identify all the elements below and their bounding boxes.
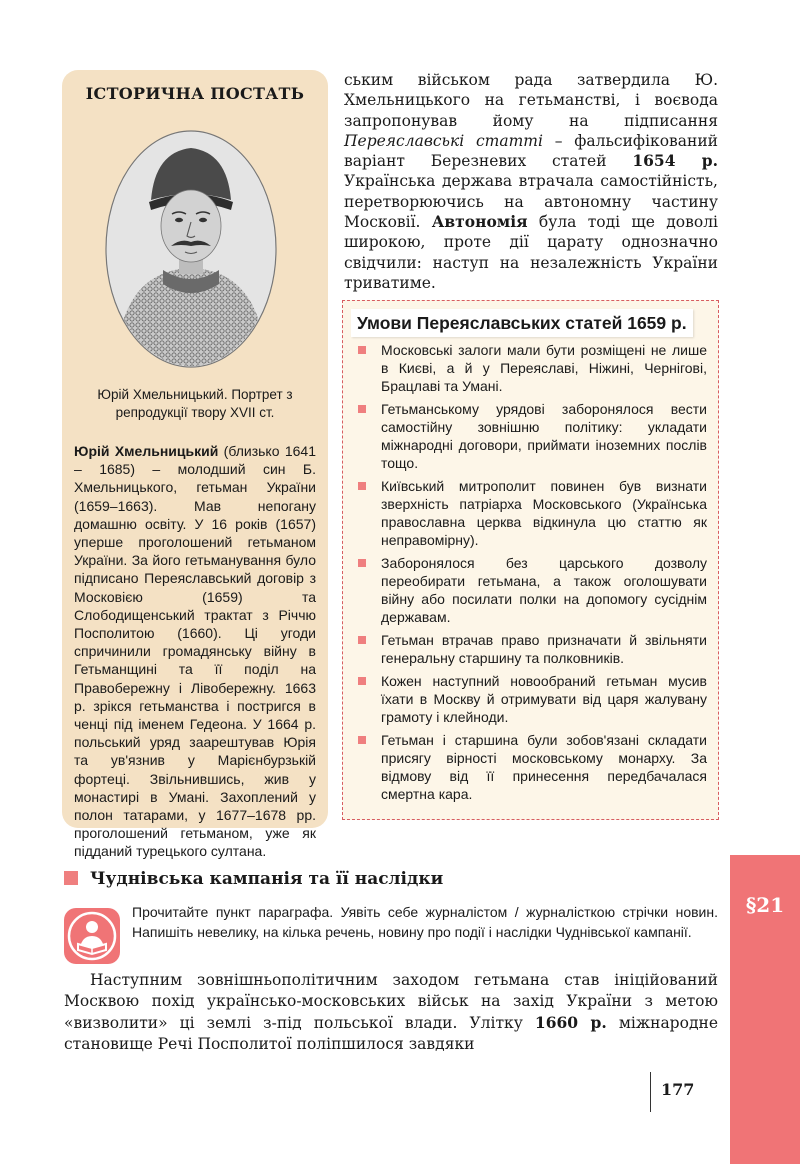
page-number-text: 177 <box>661 1080 695 1099</box>
square-bullet-icon <box>64 871 78 885</box>
list-item <box>355 554 707 626</box>
text-run: – фальсифікований варіант Березневих статей <box>344 131 719 171</box>
italic-term: Переяславські статті <box>344 131 543 150</box>
text-run: була тоді ще доволі широкою, проте дії царату однозначно свідчили: наступ на незалежність України триватиме. <box>344 213 718 292</box>
bold-year: 1660 р. <box>534 1013 607 1032</box>
text-run: міжнародне становище Речі Посполитої поліпшилося завдяки <box>64 1014 718 1053</box>
list-item-text: Кожен наступний новообраний гетьман мусив їхати в Москву й отримувати від царя жалувану грамоту і клейноди. <box>381 673 707 725</box>
list-item-text: Гетьманському урядові заборонялося вести самостійну зовнішню політику: укладати міжнародні договори, приймати іноземних послів тощо. <box>381 401 707 471</box>
task-text: Прочитайте пункт параграфа. Уявіть себе журналістом / журналісткою стрічки новин. Напишіть невелику, на кілька речень, новину про події і наслідки Чуднівської кампанії. <box>132 904 718 940</box>
list-item <box>355 672 707 726</box>
list-item-text: Заборонялося без царського дозволу переобирати гетьмана, а також оголошувати війну або посилати полки на допомогу сусіднім державам. <box>381 555 707 625</box>
text-run: Українська держава втрачала самостійність, перетворюючись на автономну частину Московії. <box>344 172 718 232</box>
list-item <box>355 341 707 395</box>
square-bullet-icon <box>358 736 366 744</box>
list-item-text: Гетьман втрачав право призначати й звільняти генеральну старшину та полковників. <box>381 632 707 666</box>
biography-name: Юрій Хмельницький <box>74 443 219 459</box>
square-bullet-icon <box>358 636 366 644</box>
section-heading <box>64 868 564 890</box>
list-item <box>355 731 707 803</box>
text-run: Наступним зовнішньополітичним заходом гетьмана став ініційований Москвою похід українсько-московських військ на захід України з метою «визволити» ці землі з-під польської влади. Улітку <box>64 971 718 1032</box>
historical-figure-panel <box>62 70 328 860</box>
square-bullet-icon <box>358 559 366 567</box>
list-item <box>355 477 707 549</box>
list-item <box>355 400 707 472</box>
list-item-text: Гетьман і старшина були зобов'язані складати присягу вірності московському монарху. За відмову від її принесення передбачалася смертна кара. <box>381 732 707 802</box>
text-run: ським військом рада затвердила Ю. Хмельницького на гетьманстві, і воєвода запропонував йому на підписання <box>344 71 718 130</box>
list-item-text: Московські залоги мали бути розміщені не лише в Києві, а й у Переяславі, Ніжині, Чернігові, Брацлаві та Умані. <box>381 342 707 394</box>
page-number <box>650 1072 721 1112</box>
biography-text <box>74 442 316 861</box>
portrait-caption: Юрій Хмельницький. Портрет з репродукції твору XVII ст. <box>97 387 293 420</box>
square-bullet-icon <box>358 346 366 354</box>
conditions-title: Умови Переяславських статей 1659 р. <box>351 309 693 337</box>
portrait-image <box>105 130 277 368</box>
figure-panel-title: ІСТОРИЧНА ПОСТАТЬ <box>85 84 305 103</box>
bold-term: Автономія <box>431 212 528 232</box>
conditions-box <box>342 300 719 820</box>
list-item <box>355 631 707 667</box>
biography-body: (близько 1641 – 1685) – молодший син Б. Хмельницького, гетьман України (1659–1663). Мав непогану домашню освіту. У 16 років (1657) уперше проголошений гетьманом України. За його гетьманування було підписано Переяславський договір з Московією (1659) та Слободищенський трактат з Річчю Посполитою (1660). Ці угоди спричинили громадянську війну в Гетьманщині та її поділ на Правобережну і Лівобережну. 1663 р. зрікся гетьманства і постригся в ченці під іменем Гедеона. У 1664 р. польський уряд заарештував Юрія та ув'язнив у Марієнбурзькій фортеці. Звільнившись, жив у монастирі в Умані. Захоплений у полон татарами, у 1677–1678 рр. проголошений гетьманом, уже як підданий турецького султана. <box>74 443 317 860</box>
section-side-tab <box>730 855 800 1164</box>
square-bullet-icon <box>358 677 366 685</box>
body-paragraph <box>64 970 718 1055</box>
section-number: §21 <box>745 893 785 917</box>
square-bullet-icon <box>358 405 366 413</box>
conditions-list <box>355 341 707 808</box>
paragraph-continued <box>344 70 718 293</box>
list-item-text: Київський митрополит повинен був визнати зверхність патріарха Московського (Українська православна церква відкинула цю статтю як неправомірну). <box>381 478 707 548</box>
section-heading-text: Чуднівська кампанія та її наслідки <box>90 869 444 889</box>
bold-year: 1654 р. <box>632 151 718 171</box>
reading-task-icon <box>64 908 120 964</box>
square-bullet-icon <box>358 482 366 490</box>
